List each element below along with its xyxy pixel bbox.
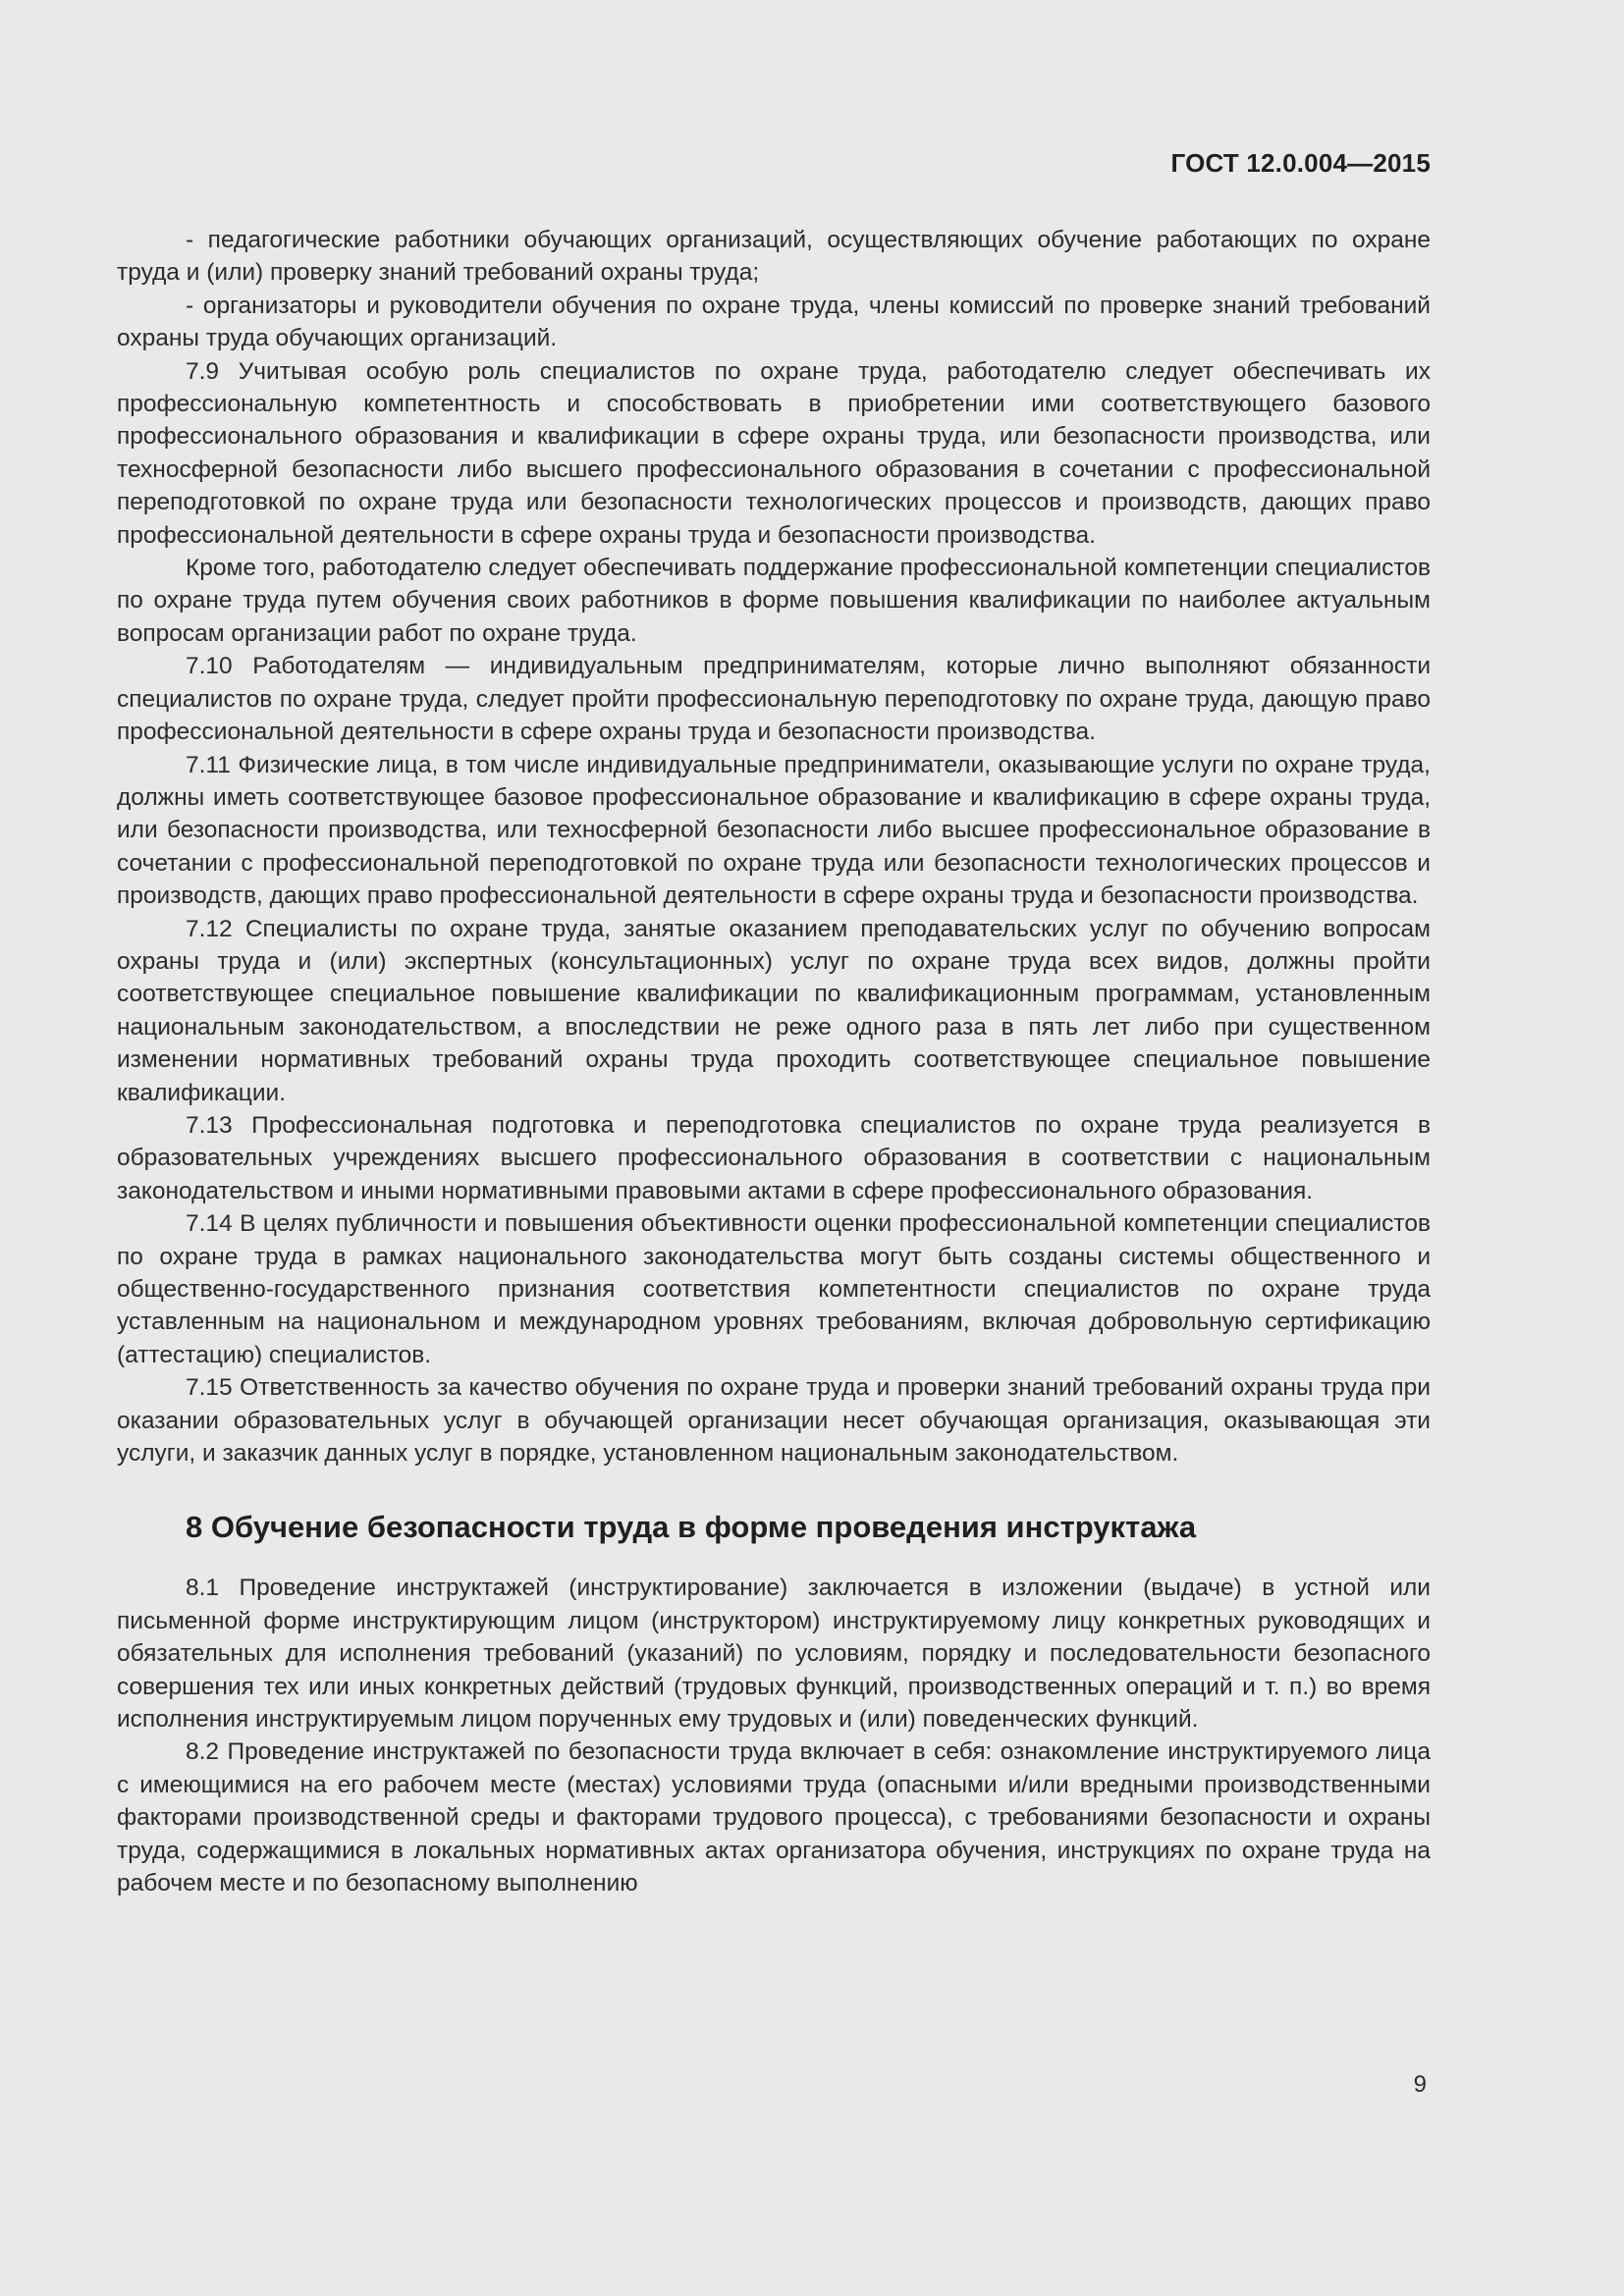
paragraph-7-11: 7.11 Физические лица, в том числе индивидуальные предприниматели, оказывающие услуги по охране труда, должны иметь соответствующее базовое профессиональное образование и квалификацию в сфере охраны труда, или безопасности производства, или техносферной безопасности либо высшее профессиональное образование в сочетании с профессиональной переподготовкой по охране труда или безопасности технологических процессов и производств, дающих право профессиональной деятельности в сфере охраны труда и безопасности производства. — [117, 751, 1431, 910]
page-number: 9 — [1413, 2071, 1427, 2098]
paragraph-7-14: 7.14 В целях публичности и повышения объективности оценки профессиональной компетенции специалистов по охране труда в рамках национального законодательства могут быть созданы системы общественного и общественно-государственного признания соответствия компетентности специалистов по охране труда уставленным на национальном и международном уровнях требованиям, включая добровольную сертификацию (аттестацию) специалистов. — [117, 1210, 1431, 1368]
paragraph-7-9-continued: Кроме того, работодателю следует обеспечивать поддержание профессиональной компетенции специалистов по охране труда путем обучения своих работников в форме повышения квалификации по наиболее актуальным вопросам организации работ по охране труда. — [117, 555, 1431, 647]
paragraph-7-13: 7.13 Профессиональная подготовка и переподготовка специалистов по охране труда реализуется в образовательных учреждениях высшего профессионального образования в соответствии с национальным законодательством и иными нормативными правовыми актами в сфере профессионального образования. — [117, 1111, 1431, 1204]
paragraph-7-10: 7.10 Работодателям — индивидуальным предпринимателям, которые лично выполняют обязанности специалистов по охране труда, следует пройти профессиональную переподготовку по охране труда, дающую право профессиональной деятельности в сфере охраны труда и безопасности производства. — [117, 653, 1431, 746]
paragraph-7-15: 7.15 Ответственность за качество обучения по охране труда и проверки знаний требований охраны труда при оказании образовательных услуг в обучающей организации несет обучающая организация, оказывающая эти услуги, и заказчик данных услуг в порядке, установленном национальным законодательством. — [117, 1374, 1431, 1468]
document-code: ГОСТ 12.0.004—2015 — [1170, 148, 1431, 178]
section-8-heading: 8 Обучение безопасности труда в форме проведения инструктажа — [186, 1510, 1197, 1545]
paragraph-8-1: 8.1 Проведение инструктажей (инструктирование) заключается в изложении (выдаче) в устной или письменной форме инструктирующим лицом (инструктором) инструктируемому лицу конкретных руководящих и обязательных для исполнения требований (указаний) по условиям, порядку и последовательности безопасного совершения тех или иных конкретных действий (трудовых функций, производственных операций и т. п.) во время исполнения инструктируемым лицом порученных ему трудовых и (или) поведенческих функций. — [117, 1575, 1431, 1734]
paragraph-list-item-organizers: - организаторы и руководители обучения по охране труда, члены комиссий по проверке знаний требований охраны труда обучающих организаций. — [117, 292, 1431, 352]
paragraph-8-2: 8.2 Проведение инструктажей по безопасности труда включает в себя: ознакомление инструктируемого лица с имеющимися на его рабочем месте (местах) условиями труда (опасными и/или вредными производственными факторами производственной среды и факторами трудового процесса), с требованиями безопасности и охраны труда, содержащимися в локальных нормативных актах организатора обучения, инструкциях по охране труда на рабочем месте и по безопасному выполнению — [117, 1738, 1431, 1897]
document-body — [117, 224, 1431, 1900]
paragraph-7-12: 7.12 Специалисты по охране труда, занятые оказанием преподавательских услуг по обучению вопросам охраны труда и (или) экспертных (консультационных) услуг по охране труда всех видов, должны пройти соответствующее специальное повышение квалификации по квалификационным программам, установленным национальным законодательством, а впоследствии не реже одного раза в пять лет либо при существенном изменении нормативных требований охраны труда проходить соответствующее специальное повышение квалификации. — [117, 915, 1431, 1106]
paragraph-7-9: 7.9 Учитывая особую роль специалистов по охране труда, работодателю следует обеспечивать их профессиональную компетентность и способствовать в приобретении ими соответствующего базового профессионального образования и квалификации в сфере охраны труда, или безопасности производства, или техносферной безопасности либо высшего профессионального образования в сочетании с профессиональной переподготовкой по охране труда или безопасности технологических процессов и производств, дающих право профессиональной деятельности в сфере охраны труда и безопасности производства. — [117, 357, 1431, 549]
paragraph-list-item-teachers: - педагогические работники обучающих организаций, осуществляющих обучение работающих по охране труда и (или) проверку знаний требований охраны труда; — [117, 227, 1431, 287]
